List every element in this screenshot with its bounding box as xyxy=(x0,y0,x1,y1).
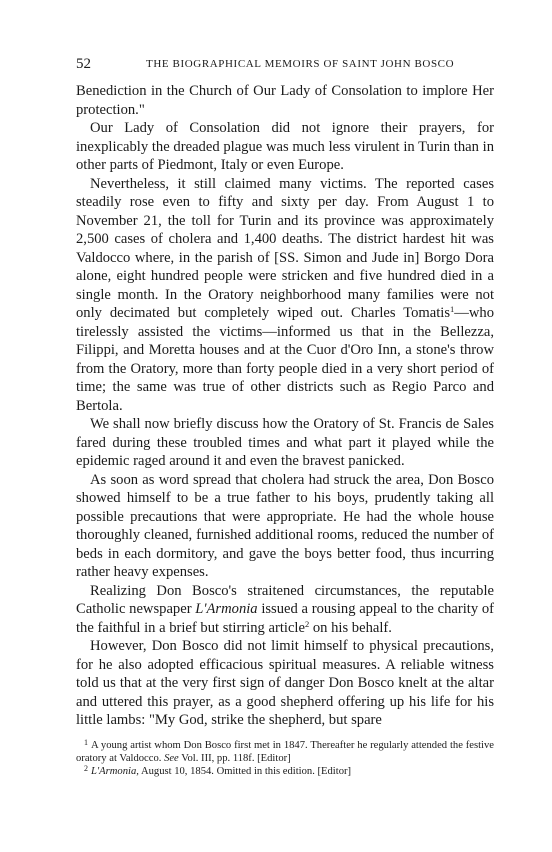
paragraph-text-continued: Tomatis$^1$—who tirelessly assisted the victims—informed us that in the Bellezza, Filippi, and Moretta houses and at the Cuor d'Oro Inn, a stone's throw from the Oratory, more than forty people died in a very short period of time; the same was true of other districts such as Regio Parco and Bertola. xyxy=(76,304,494,414)
paragraph xyxy=(76,119,494,175)
footnotes xyxy=(76,739,494,778)
paragraph xyxy=(76,175,494,416)
footnote-1: $^1$ A young artist whom Don Bosco first met in 1847. Thereafter he regularly attended the festive oratory at Valdocco. See Vol. III, pp. 118f. [Editor] xyxy=(76,737,494,764)
paragraph-text: However, Don Bosco did not limit himself to physical precautions, for he also adopted efficacious spiritual measures. A reliable witness told us that at the very first sign of danger Don Bosco knelt at the altar and uttered this prayer, as a good shepherd offering up his life for his little lambs: "My God, strike the shepherd, but spare xyxy=(76,638,494,728)
footnote-ref-2: 2 xyxy=(304,618,310,629)
footnote-marker: 2 xyxy=(84,763,88,773)
paragraph-text: We shall now briefly discuss how the Oratory of St. Francis de Sales fared during these troubled times and what part it played while the epidemic raged around it and even the bravest panicked. xyxy=(76,416,494,469)
paragraph-text: Nevertheless, it still claimed many victims. The reported cases steadily rose even to fifty and sixty per day. From August 1 to November 21, the toll for Turin and its province was approximately 2,500 cases of cholera and 1,400 deaths. The district hardest hit was Valdocco where, in the parish of [SS. Simon and Jude in] Borgo Dora alone, eight hundred people were stricken and five hundred died in a single month. In the Oratory neighborhood many families were not only decimated but completely wiped out. Charles xyxy=(76,175,494,321)
page-header xyxy=(76,56,494,76)
page-number: 52 xyxy=(76,56,91,72)
body-text xyxy=(76,82,494,730)
paragraph-text: Benediction in the Church of Our Lady of Consolation to implore Her protection." xyxy=(76,83,494,118)
book-page xyxy=(76,56,494,778)
footnote-2: $^2$ L'Armonia, August 10, 1854. Omitted in this edition. [Editor] xyxy=(84,763,352,777)
newspaper-title: L'Armonia xyxy=(195,601,258,617)
paragraph xyxy=(76,415,494,471)
running-head: THE BIOGRAPHICAL MEMOIRS OF SAINT JOHN BOSCO xyxy=(146,58,455,70)
paragraph xyxy=(76,471,494,582)
paragraph xyxy=(76,82,494,119)
paragraph: Realizing Don Bosco's straitened circumstances, the reputable Catholic newspaper L'Armonia issued a rousing appeal to the charity of the faithful in a brief but stirring article$^2$ on his behalf. xyxy=(76,582,494,636)
footnote-marker: 1 xyxy=(84,737,88,747)
paragraph xyxy=(76,637,494,730)
paragraph-text: Our Lady of Consolation did not ignore their prayers, for inexplicably the dreaded plague was much less virulent in Turin than in other parts of Piedmont, Italy or even Europe. xyxy=(76,120,494,173)
paragraph-text: As soon as word spread that cholera had struck the area, Don Bosco showed himself to be a true father to his boys, prudently taking all possible precautions that were appropriate. He had the whole house thoroughly cleaned, furnished additional rooms, reduced the number of beds in each dormitory, and gave the boys better food, thus incurring rather heavy expenses. xyxy=(76,471,494,580)
footnote-ref-1: 1 xyxy=(450,304,455,314)
